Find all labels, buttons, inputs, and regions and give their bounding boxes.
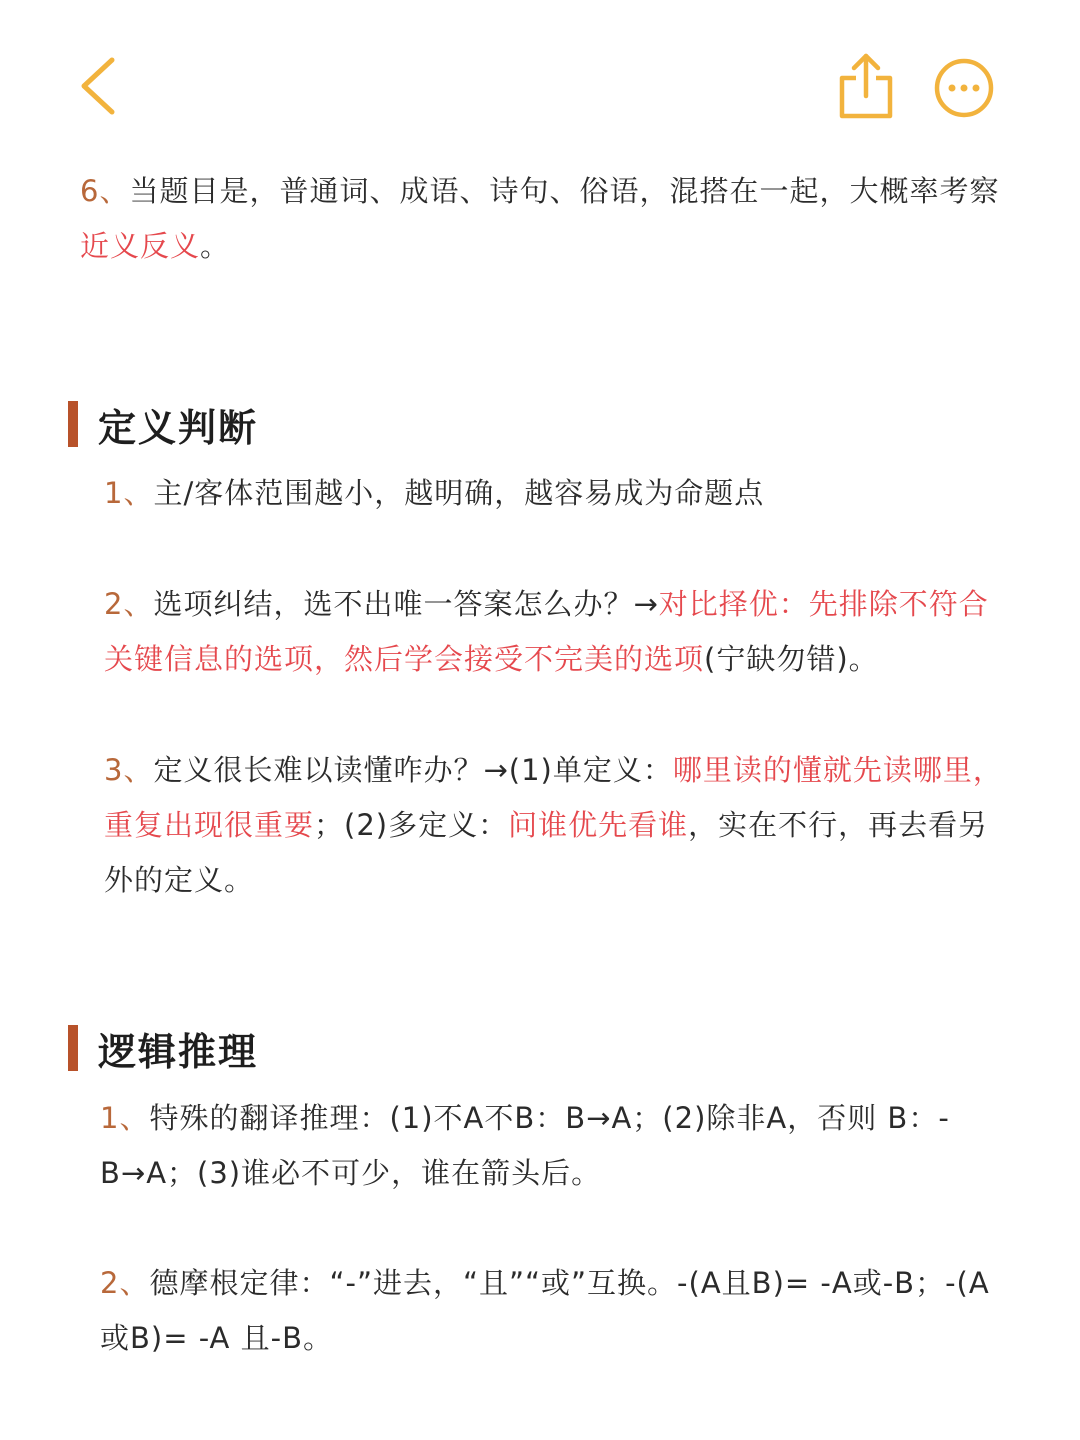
list-item	[104, 577, 1014, 687]
back-button[interactable]	[70, 54, 130, 118]
item-mid: ；(2)多定义：	[314, 808, 509, 842]
toolbar	[0, 0, 1080, 150]
share-button[interactable]	[834, 50, 898, 122]
item-text: 德摩根定律：“-”进去，“且”“或”互换。-(A且B)= -A或-B；-(A或B)= -A 且-B。	[100, 1266, 990, 1355]
item-text: 主/客体范围越小，越明确，越容易成为命题点	[153, 476, 765, 510]
more-icon	[932, 56, 996, 120]
heading-title: 定义判断	[98, 405, 259, 450]
item-text: 特殊的翻译推理：(1)不A不B：B→A；(2)除非A，否则 B：-B→A；(3)谁必不可少，谁在箭头后。	[100, 1101, 950, 1190]
section-heading-logic	[68, 1024, 258, 1072]
intro-text: 当题目是，普通词、成语、诗句、俗语，混搭在一起，大概率考察	[129, 174, 1000, 208]
list-item	[104, 743, 1014, 908]
list-item	[100, 1256, 1012, 1366]
item-number: 1、	[104, 476, 154, 510]
heading-bar	[68, 401, 78, 447]
item-tail: ，实在不行，再去看另外的定义。	[104, 808, 989, 897]
intro-paragraph	[80, 164, 1010, 274]
item-number: 2、	[104, 587, 154, 621]
heading-title: 逻辑推理	[98, 1029, 259, 1074]
intro-highlight: 近义反义	[80, 229, 201, 263]
chevron-left-icon	[70, 54, 130, 118]
item-text: 定义很长难以读懂咋办？→(1)单定义：	[153, 753, 673, 787]
item-text: 选项纠结，选不出唯一答案怎么办？→	[153, 587, 659, 621]
intro-tail: 。	[200, 229, 231, 263]
item-highlight-2: 问谁优先看谁	[508, 808, 689, 842]
item-number: 2、	[100, 1266, 150, 1300]
list-item	[104, 466, 1014, 521]
heading-bar	[68, 1025, 78, 1071]
share-icon	[834, 50, 898, 122]
item-number: 3、	[104, 753, 154, 787]
item-number: 1、	[100, 1101, 150, 1135]
intro-number: 6、	[80, 174, 130, 208]
item-highlight: 哪里读的懂就先读哪里，重复出现很重要	[104, 753, 1003, 842]
item-tail: (宁缺勿错)。	[704, 642, 879, 676]
section-heading-definition	[68, 400, 258, 448]
more-button[interactable]	[932, 56, 996, 120]
list-item	[100, 1091, 1012, 1201]
item-highlight: 对比择优：先排除不符合关键信息的选项，然后学会接受不完美的选项	[104, 587, 989, 676]
